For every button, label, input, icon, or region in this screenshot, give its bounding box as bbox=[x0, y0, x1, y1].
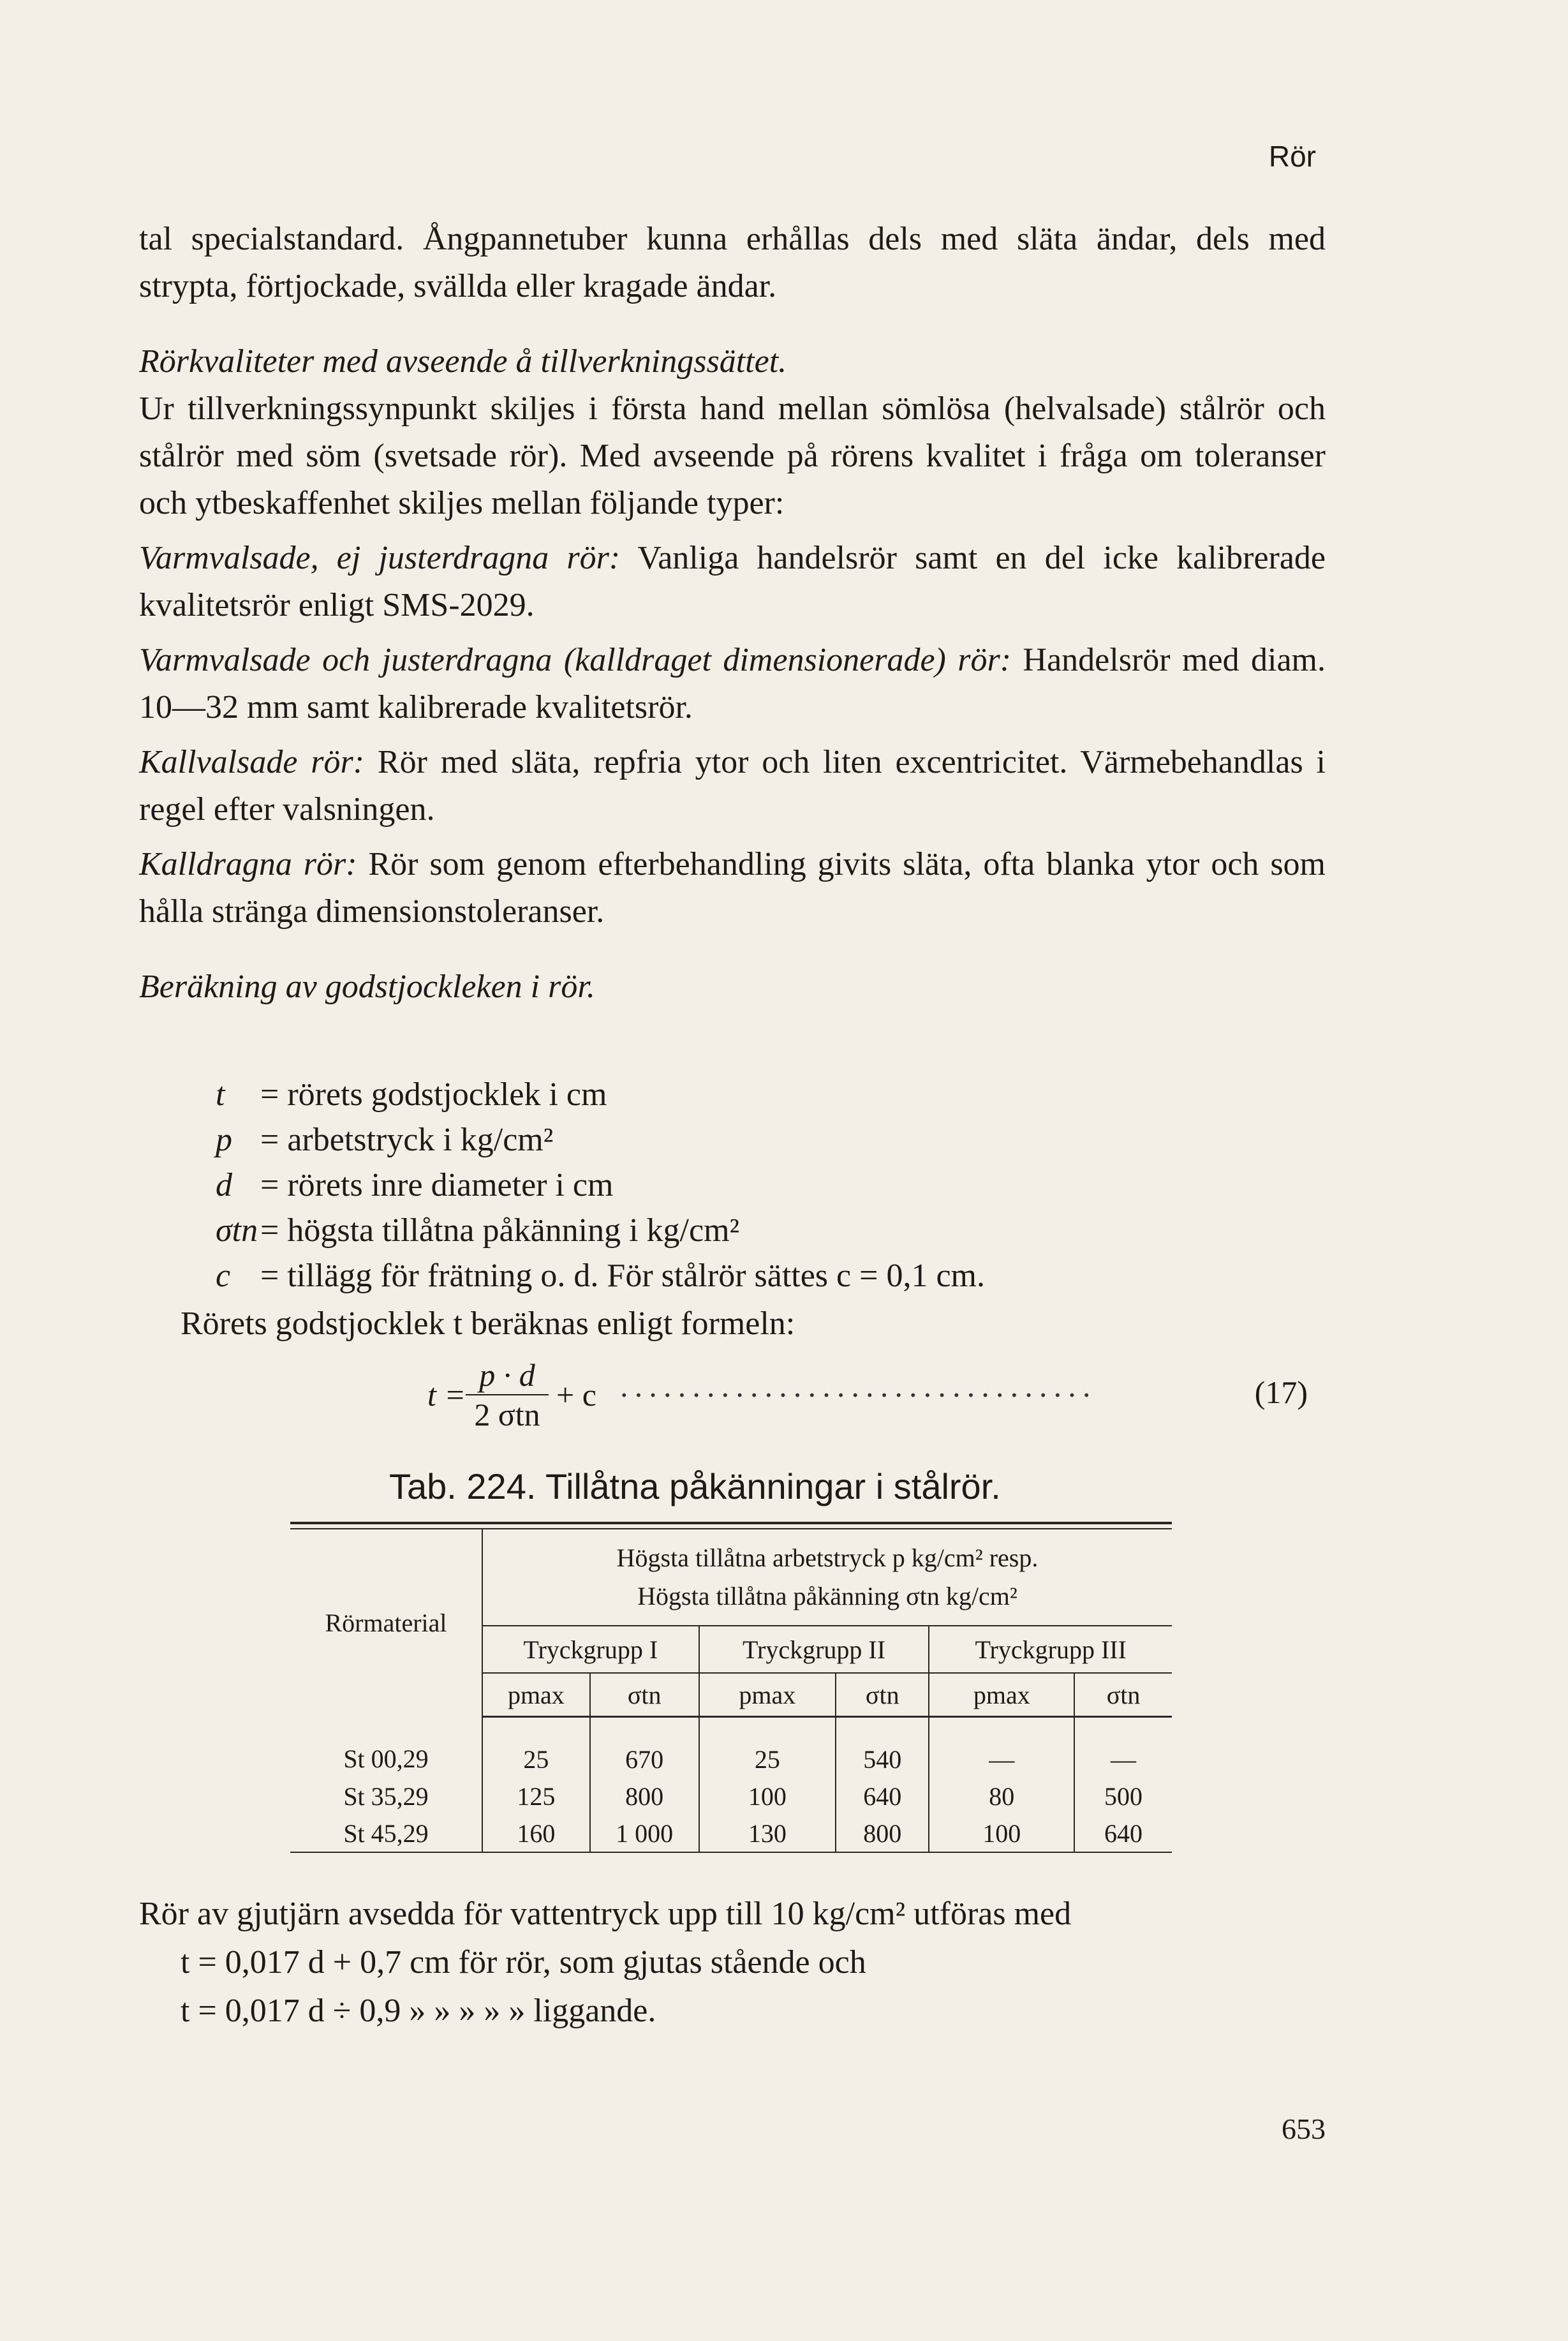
formula-numerator: p · d bbox=[466, 1356, 549, 1395]
formula-fraction bbox=[466, 1356, 549, 1434]
group-header: Tryckgrupp I bbox=[482, 1626, 699, 1673]
table-bottom-rule bbox=[290, 1852, 1172, 1853]
subheading-calculation: Beräkning av godstjockleken i rör. bbox=[139, 969, 595, 1005]
cast-iron-section bbox=[139, 1890, 1326, 2035]
subheading-quality: Rörkvaliteter med avseende å tillverkningssättet. bbox=[139, 343, 787, 380]
paragraph-manufacturing: Ur tillverkningssynpunkt skiljes i första hand mellan sömlösa (helvalsade) stålrör och stålrör med söm (svetsade rör). Med avseende på rörens kvalitet i fråga om toleranser och ytbeskaffenhet skiljes mellan följande typer: bbox=[139, 390, 1326, 521]
type-label-4: Kalldragna rör: bbox=[139, 846, 357, 882]
type-item-2 bbox=[139, 637, 1326, 731]
definition-row: d = rörets inre diameter i cm bbox=[216, 1167, 614, 1203]
type-text-2: Handelsrör med diam. 10—32 mm samt kalibrerade kvalitetsrör. bbox=[139, 642, 1326, 725]
type-label-1: Varmvalsade, ej justerdragna rör: bbox=[139, 540, 621, 576]
definition-row: c = tillägg för frätning o. d. För stålrör sättes c = 0,1 cm. bbox=[216, 1258, 985, 1294]
formula-lhs: t = bbox=[427, 1377, 466, 1413]
group-header: Tryckgrupp III bbox=[929, 1626, 1172, 1673]
running-header: Rör bbox=[1268, 140, 1316, 173]
sub-header: pmax bbox=[929, 1673, 1074, 1717]
table-caption: Tab. 224. Tillåtna påkänningar i stålrör. bbox=[389, 1466, 1001, 1506]
formula-plus-c: + c bbox=[556, 1377, 596, 1413]
table-row: St 35,29 125 800 100 640 80 500 bbox=[290, 1778, 1172, 1815]
column-header-material: Rörmaterial bbox=[290, 1529, 482, 1717]
paragraph-intro: tal specialstandard. Ångpannetuber kunna erhållas dels med släta ändar, dels med strypta, förtjockade, svällda eller kragade ändar. bbox=[139, 221, 1326, 304]
equation-lying: t = 0,017 d ÷ 0,9 » » » » » liggande. bbox=[181, 1993, 656, 2029]
sub-header: σtn bbox=[1074, 1673, 1172, 1717]
type-text-3: Rör med släta, repfria ytor och liten excentricitet. Värmebehandlas i regel efter valsningen. bbox=[139, 744, 1326, 828]
sub-header: pmax bbox=[482, 1673, 590, 1717]
table-row: St 45,29 160 1 000 130 800 100 640 bbox=[290, 1815, 1172, 1852]
formula-number: (17) bbox=[1254, 1374, 1308, 1410]
paragraph-cast-iron: Rör av gjutjärn avsedda för vattentryck upp till 10 kg/cm² utföras med bbox=[139, 1896, 1072, 1932]
type-text-4: Rör som genom efterbehandling givits släta, ofta blanka ytor och som hålla stränga dimensionstoleranser. bbox=[139, 846, 1326, 930]
type-item-4 bbox=[139, 841, 1326, 935]
body-text bbox=[139, 216, 1326, 1011]
definitions-list bbox=[216, 1072, 985, 1298]
type-text-1: Vanliga handelsrör samt en del icke kalibrerade kvalitetsrör enligt SMS-2029. bbox=[139, 540, 1326, 623]
type-item-1 bbox=[139, 535, 1326, 629]
type-label-3: Kallvalsade rör: bbox=[139, 744, 365, 780]
table-row: St 00,29 25 670 25 540 — — bbox=[290, 1717, 1172, 1778]
formula-leader-dots: ································· bbox=[619, 1377, 1096, 1413]
equation-standing: t = 0,017 d + 0,7 cm för rör, som gjutas stående och bbox=[181, 1944, 866, 1981]
table-top-rule bbox=[290, 1522, 1172, 1524]
definition-row: σtn= högsta tillåtna påkänning i kg/cm² bbox=[216, 1212, 740, 1249]
group-header: Tryckgrupp II bbox=[699, 1626, 929, 1673]
sub-header: σtn bbox=[836, 1673, 929, 1717]
sub-header: σtn bbox=[590, 1673, 699, 1717]
definition-row: p = arbetstryck i kg/cm² bbox=[216, 1122, 554, 1158]
stress-table bbox=[290, 1522, 1172, 1853]
type-label-2: Varmvalsade och justerdragna (kalldraget dimensionerade) rör: bbox=[139, 642, 1012, 678]
sub-header: pmax bbox=[699, 1673, 836, 1717]
formula-denominator: 2 σtn bbox=[474, 1397, 540, 1432]
formula-intro: Rörets godstjocklek t beräknas enligt formeln: bbox=[181, 1305, 795, 1342]
page-number: 653 bbox=[1282, 2113, 1326, 2145]
formula-17 bbox=[415, 1356, 1320, 1452]
table-grid bbox=[290, 1529, 1172, 1852]
column-header-main: Högsta tillåtna arbetstryck p kg/cm² resp. Högsta tillåtna påkänning σtn kg/cm² bbox=[482, 1529, 1172, 1626]
type-item-3 bbox=[139, 739, 1326, 833]
definition-row: t = rörets godstjocklek i cm bbox=[216, 1076, 607, 1113]
